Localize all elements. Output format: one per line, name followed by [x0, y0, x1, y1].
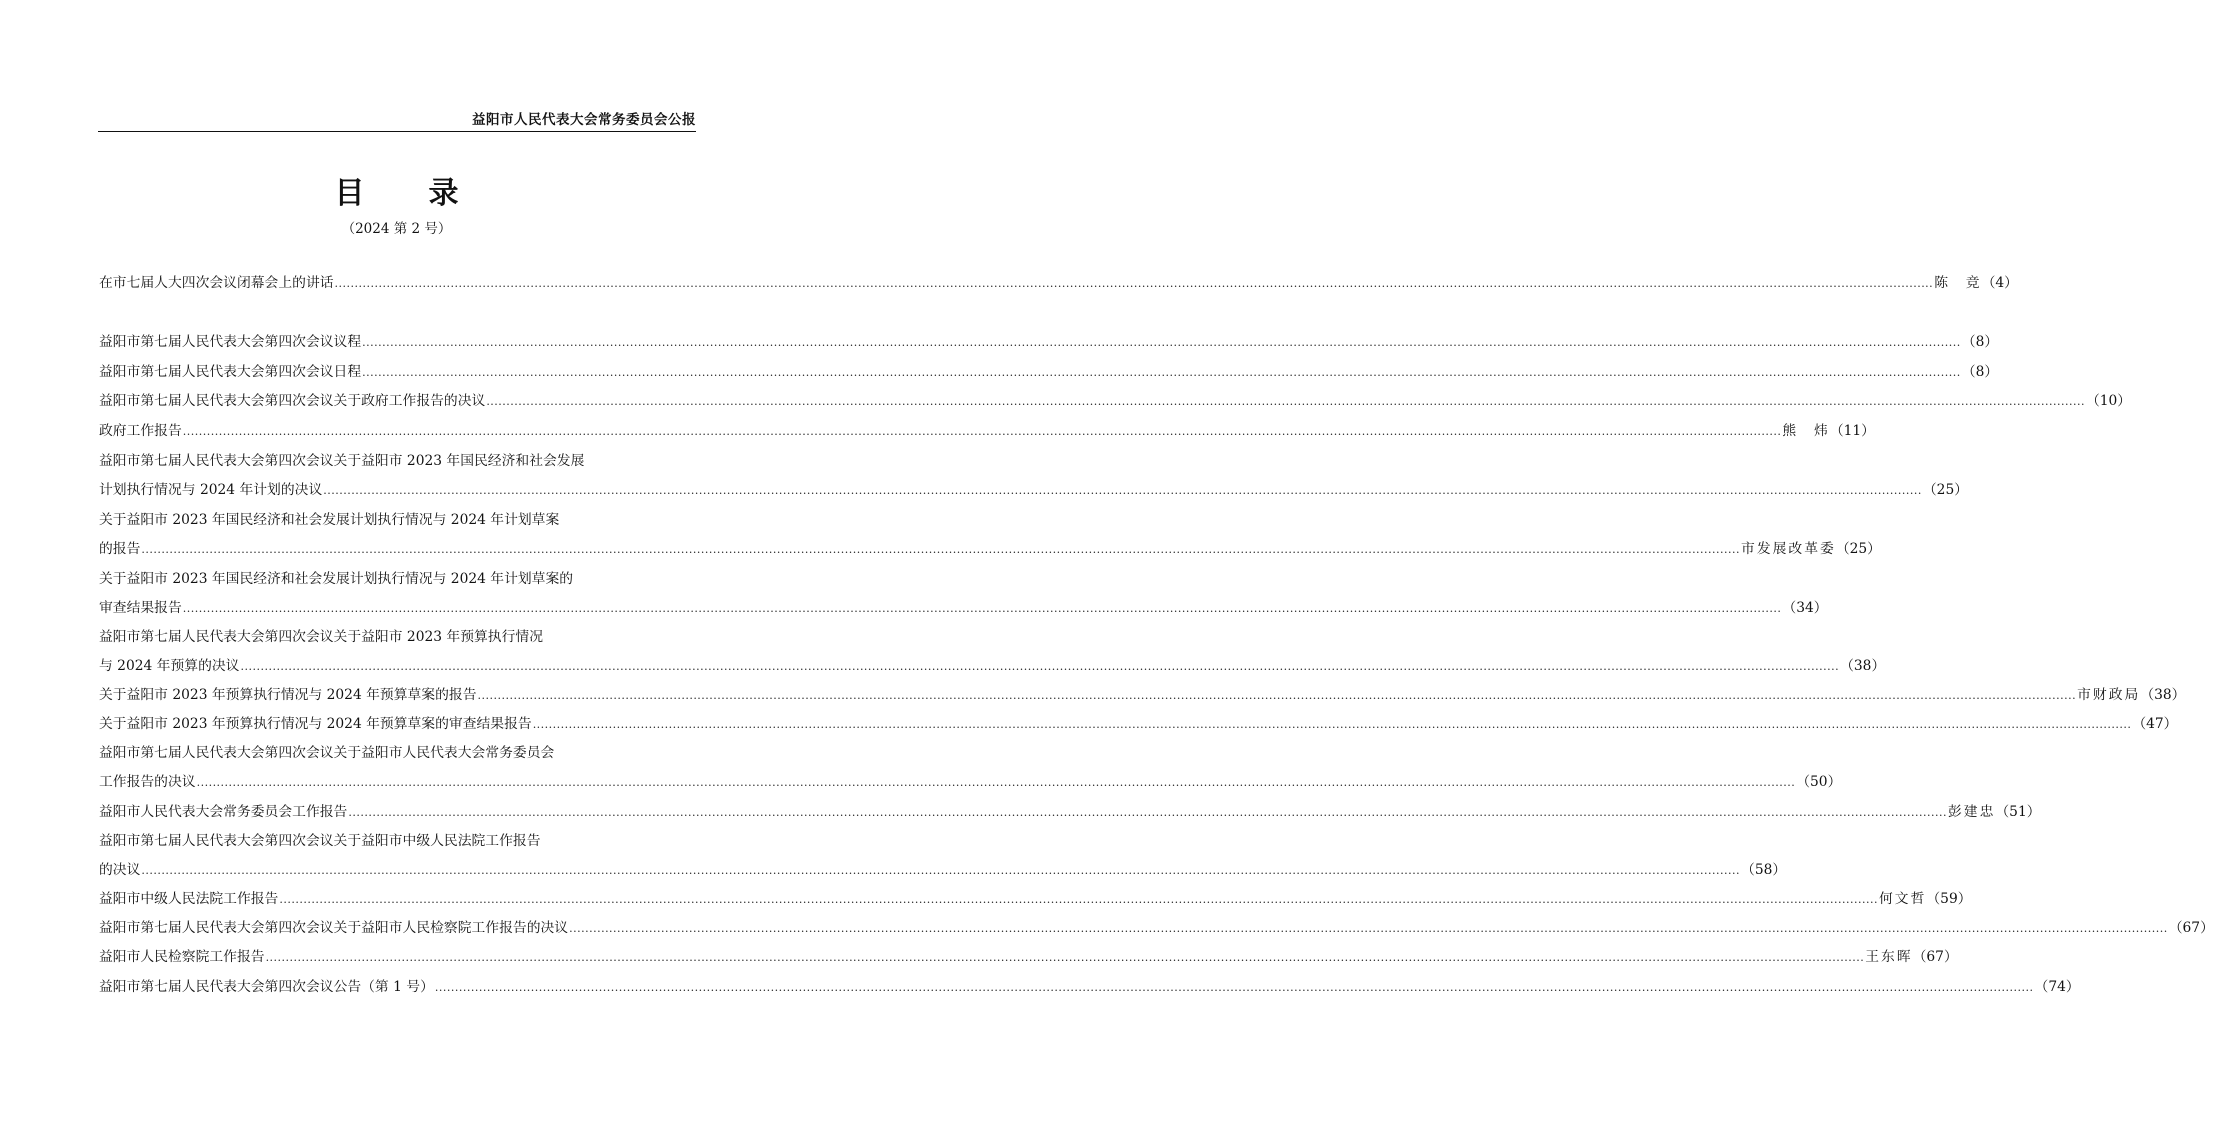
toc-entry[interactable]	[99, 596, 1828, 616]
toc-entry-author: 熊 炜	[1782, 423, 1830, 439]
toc-entry-title: 益阳市人民代表大会常务委员会工作报告	[99, 804, 348, 820]
toc-entry[interactable]	[99, 712, 2178, 732]
toc-entry[interactable]	[99, 858, 1787, 878]
dot-leader: ................................................................................................................................................................................................................................................................................................................................................................................................................	[323, 484, 1922, 497]
toc-entry-title: 关于益阳市 2023 年国民经济和社会发展计划执行情况与 2024 年计划草案	[99, 512, 560, 528]
toc-entry-author: 何文哲	[1879, 891, 1927, 907]
toc-entry-title: 益阳市第七届人民代表大会第四次会议关于益阳市中级人民法院工作报告	[99, 833, 541, 849]
dot-leader: ................................................................................................................................................................................................................................................................................................................................................................................................................	[532, 718, 2132, 731]
toc-entry-line	[99, 829, 695, 849]
toc-entry[interactable]	[99, 271, 2018, 291]
toc-entry-title: 关于益阳市 2023 年预算执行情况与 2024 年预算草案的报告	[99, 687, 477, 703]
dot-leader: ................................................................................................................................................................................................................................................................................................................................................................................................................	[334, 277, 1934, 290]
toc-entry[interactable]	[99, 389, 2132, 409]
toc-entry-page: （25）	[1922, 482, 1969, 498]
publication-header: 益阳市人民代表大会常务委员会公报	[472, 112, 696, 128]
toc-entry-title: 益阳市第七届人民代表大会第四次会议关于益阳市人民代表大会常务委员会	[99, 745, 555, 761]
dot-leader: ................................................................................................................................................................................................................................................................................................................................................................................................................	[240, 660, 1840, 673]
dot-leader: ................................................................................................................................................................................................................................................................................................................................................................................................................	[362, 336, 1961, 349]
issue-number: （2024 第 2 号）	[341, 221, 452, 237]
toc-entry-page: （11）	[1829, 423, 1875, 439]
toc-entry-title: 益阳市第七届人民代表大会第四次会议关于益阳市 2023 年预算执行情况	[99, 629, 543, 645]
dot-leader: ................................................................................................................................................................................................................................................................................................................................................................................................................	[182, 602, 1782, 615]
toc-entry[interactable]	[99, 975, 2080, 995]
toc-entry-title: 的决议	[99, 862, 141, 878]
dot-leader: ................................................................................................................................................................................................................................................................................................................................................................................................................	[141, 864, 1741, 877]
toc-entry-title: 计划执行情况与 2024 年计划的决议	[99, 482, 323, 498]
dot-leader: ................................................................................................................................................................................................................................................................................................................................................................................................................	[182, 425, 1782, 438]
dot-leader: ................................................................................................................................................................................................................................................................................................................................................................................................................	[486, 395, 2085, 408]
toc-entry[interactable]	[99, 478, 1969, 498]
toc-entry-page: （67）	[1912, 949, 1958, 965]
toc-entry-title: 审查结果报告	[99, 600, 182, 616]
toc-entry-title: 关于益阳市 2023 年国民经济和社会发展计划执行情况与 2024 年计划草案的	[99, 571, 574, 587]
toc-entry-page: （38）	[1840, 658, 1886, 674]
toc-entry-page: （4）	[1981, 275, 2018, 291]
toc-entry[interactable]	[99, 916, 2214, 936]
toc-entry-title: 益阳市中级人民法院工作报告	[99, 891, 279, 907]
toc-entry-title: 政府工作报告	[99, 423, 182, 439]
dot-leader: ................................................................................................................................................................................................................................................................................................................................................................................................................	[362, 366, 1961, 379]
toc-entry-page: （8）	[1961, 334, 1999, 350]
toc-entry-title: 工作报告的决议	[99, 774, 196, 790]
toc-entry-page: （59）	[1926, 891, 1972, 907]
toc-entry[interactable]	[99, 330, 1999, 350]
dot-leader: ................................................................................................................................................................................................................................................................................................................................................................................................................	[141, 543, 1741, 556]
toc-entry-page: （47）	[2132, 716, 2178, 732]
toc-entry[interactable]	[99, 800, 2041, 820]
toc-entry-title: 益阳市第七届人民代表大会第四次会议关于益阳市 2023 年国民经济和社会发展	[99, 453, 585, 469]
toc-entry-author: 市发展改革委	[1741, 541, 1836, 557]
toc-entry-line	[99, 449, 695, 469]
toc-entry-line	[99, 567, 695, 587]
toc-entry-line	[99, 625, 695, 645]
toc-entry[interactable]	[99, 537, 1881, 557]
toc-entry-author: 市财政局	[2077, 687, 2141, 703]
toc-entry-page: （34）	[1782, 600, 1828, 616]
toc-entry-title: 的报告	[99, 541, 141, 557]
toc-entry-page: （8）	[1961, 364, 1999, 380]
dot-leader: ................................................................................................................................................................................................................................................................................................................................................................................................................	[434, 981, 2034, 994]
dot-leader: ................................................................................................................................................................................................................................................................................................................................................................................................................	[196, 776, 1796, 789]
toc-entry[interactable]	[99, 770, 1842, 790]
toc-entry-author: 彭建忠	[1947, 804, 1996, 820]
toc-entry[interactable]	[99, 654, 1886, 674]
toc-entry[interactable]	[99, 945, 1958, 965]
toc-entry-line	[99, 508, 695, 528]
title-char-1: 目	[334, 176, 365, 211]
toc-entry-page: （58）	[1741, 862, 1787, 878]
toc-entry-page: （74）	[2034, 979, 2080, 995]
toc-entry-title: 益阳市第七届人民代表大会第四次会议议程	[99, 334, 362, 350]
toc-entry[interactable]	[99, 683, 2186, 703]
page-title	[0, 168, 793, 212]
toc-entry[interactable]	[99, 887, 1972, 907]
toc-entry-title: 益阳市第七届人民代表大会第四次会议日程	[99, 364, 362, 380]
toc-entry-page: （10）	[2085, 393, 2132, 409]
toc-entry-title: 关于益阳市 2023 年预算执行情况与 2024 年预算草案的审查结果报告	[99, 716, 532, 732]
toc-entry-title: 益阳市人民检察院工作报告	[99, 949, 265, 965]
dot-leader: ................................................................................................................................................................................................................................................................................................................................................................................................................	[569, 922, 2168, 935]
dot-leader: ................................................................................................................................................................................................................................................................................................................................................................................................................	[279, 893, 1878, 906]
toc-entry-title: 益阳市第七届人民代表大会第四次会议关于政府工作报告的决议	[99, 393, 486, 409]
toc-entry-title: 与 2024 年预算的决议	[99, 658, 240, 674]
toc-entry-page: （25）	[1835, 541, 1881, 557]
toc-entry-page: （38）	[2140, 687, 2186, 703]
dot-leader: ................................................................................................................................................................................................................................................................................................................................................................................................................	[265, 951, 1865, 964]
toc-entry-page: （50）	[1796, 774, 1842, 790]
toc-entry-page: （67）	[2168, 920, 2214, 936]
toc-entry-title: 在市七届人大四次会议闭幕会上的讲话	[99, 275, 334, 291]
toc-entry-line	[99, 741, 695, 761]
toc-entry-page: （51）	[1995, 804, 2041, 820]
toc-entry-author: 陈 竞	[1934, 275, 1982, 291]
title-char-2: 录	[428, 176, 459, 211]
dot-leader: ................................................................................................................................................................................................................................................................................................................................................................................................................	[477, 689, 2077, 702]
header-divider	[98, 131, 696, 132]
toc-entry-title: 益阳市第七届人民代表大会第四次会议公告（第 1 号）	[99, 979, 434, 995]
toc-entry[interactable]	[99, 419, 1875, 439]
toc-entry[interactable]	[99, 360, 1999, 380]
toc-entry-author: 王东晖	[1865, 949, 1913, 965]
dot-leader: ................................................................................................................................................................................................................................................................................................................................................................................................................	[348, 806, 1947, 819]
toc-entry-title: 益阳市第七届人民代表大会第四次会议关于益阳市人民检察院工作报告的决议	[99, 920, 569, 936]
